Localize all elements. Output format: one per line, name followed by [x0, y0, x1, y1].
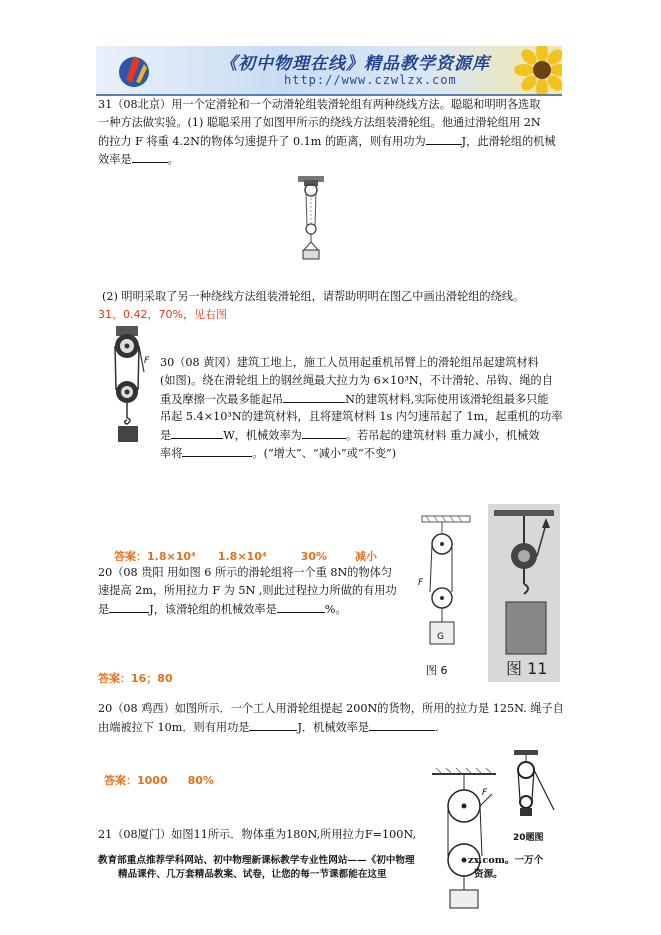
q30-answer-1: 1.8×10⁴: [147, 550, 196, 563]
crane-pulley-figure: [108, 324, 152, 444]
q31-part2: (2) 明明采取了另一种绕线方法组装滑轮组，请帮助明明在图乙中画出滑轮组的绕线。: [102, 290, 525, 303]
figure-6-caption: 图 6: [426, 664, 448, 677]
q20b-force-label: F: [482, 788, 488, 798]
q20a-answer: 答案：16；80: [98, 672, 173, 685]
q20b-answer: [104, 772, 214, 788]
figure-6-force-label: F: [418, 578, 424, 588]
q30-answer: [114, 548, 377, 564]
figure-6-pulley: [416, 512, 476, 677]
q20b-blank-useful-work: [249, 718, 297, 731]
q20b-line2-text-c: .: [435, 721, 439, 734]
header-banner: [96, 46, 562, 96]
footer-line1: [98, 854, 415, 868]
q30-line3: [160, 390, 549, 409]
q30-line6: [160, 444, 396, 463]
q20b-pulley-figure: [428, 768, 500, 916]
q30-line5: [160, 426, 540, 445]
q31-line4: [98, 150, 179, 169]
q30-line4: 吊起 5.4×10³N的建筑材料，且将建筑材料 1s 内匀速吊起了 1m，起重机的功率: [160, 410, 563, 423]
sunflower-icon: [502, 46, 562, 96]
q31-line4-text-a: 效率是: [98, 153, 132, 166]
q20b-line2-text-b: J．机械效率是: [297, 721, 370, 734]
pulley-figure-a: [296, 174, 330, 262]
q31-line4-text-b: 。: [167, 153, 179, 166]
footer-line1-text-a: 教育部重点推荐学科网站、初中物理新课标教学专业性网站——《初中物理: [98, 855, 415, 866]
q31-line3-text-a: 的拉力 F 将重 4.2N的物体匀速提升了 0.1m 的距离，则有用功为: [98, 135, 426, 148]
site-logo-icon: [114, 50, 154, 90]
q20b-blank-efficiency: [369, 718, 435, 731]
q20a-line3-text-b: J，该滑轮组的机械效率是: [149, 603, 277, 616]
q30-line5-text-b: W，机械效率为: [223, 429, 302, 442]
q21-line1: 21（08厦门）如图11所示．物体重为180N,所用拉力F=100N,: [98, 828, 416, 841]
figure-11-photo: [488, 504, 560, 682]
footer-line2-tail: [474, 868, 503, 882]
q20b-answer-1: 1000: [137, 774, 168, 787]
figure-6-weight-label: G: [437, 632, 444, 642]
q30-line3-text-a: 重及摩擦一次最多能起吊: [160, 393, 284, 406]
q20b-answer-label: 答案：: [104, 774, 137, 787]
footer-line2-text-a: 精品课件、几万套精品教案、试卷，让您的每一节课都能在这里: [118, 869, 387, 880]
q20a-line3-text-c: %。: [324, 603, 347, 616]
q30-line2: (如图)。绕在滑轮组上的钢丝绳最大拉力为 6×10³N，不计滑轮、吊钩、绳的自: [160, 374, 553, 387]
banner-url[interactable]: http://www.czwlzx.com: [284, 73, 457, 87]
q31-line3-text-b: J，此滑轮组的机械: [461, 135, 556, 148]
q20b-figure: [510, 748, 562, 828]
q20a-line3: [98, 600, 347, 619]
crane-force-label: F: [144, 356, 150, 366]
q30-line1: 30（08 黄冈）建筑工地上，施工人员用起重机吊臂上的滑轮组吊起建筑材料: [160, 356, 539, 369]
q30-blank-max-load: [283, 390, 345, 403]
q31-line3: [98, 132, 556, 151]
q30-blank-power: [171, 426, 223, 439]
q31-blank-useful-work: [426, 132, 462, 145]
q20a-blank-efficiency: [277, 600, 325, 613]
q30-blank-efficiency: [302, 426, 346, 439]
q31-line1: 31（08北京）用一个定滑轮和一个动滑轮组装滑轮组有两种绕线方法。聪聪和明明各选取: [98, 98, 541, 111]
q30-line3-text-b: N的建筑材料,实际使用该滑轮组最多只能: [345, 393, 549, 406]
q20b-line2-text-a: 由端被拉下 10m．则有用功是: [98, 721, 250, 734]
footer-line1-tail: [468, 854, 543, 868]
footer-line2-text-b: 资源。: [474, 869, 503, 880]
banner-title: 《初中物理在线》精品教学资源库: [220, 54, 490, 74]
q30-line6-text-b: 。(“增大”、“减小”或“不变”): [252, 447, 397, 460]
q30-line6-text-a: 率将: [160, 447, 183, 460]
q30-answer-label: 答案：: [114, 550, 147, 563]
q30-line5-text-c: 。若吊起的建筑材料 重力减小，机械效: [345, 429, 540, 442]
footer-line2: [118, 868, 387, 882]
q30-answer-3: 30%: [300, 550, 328, 563]
q20b-line1: 20（08 鸡西）如图所示．一个工人用滑轮组提起 200N的货物，所用的拉力是 125N. 绳子自: [98, 702, 564, 715]
q30-blank-change: [182, 444, 252, 457]
q30-line5-text-a: 是: [160, 429, 172, 442]
q30-answer-4: 减小: [355, 550, 378, 563]
q31-answer: 31、0.42，70%，见右图: [98, 308, 227, 321]
q20a-line1: 20（08 贵阳 用如图 6 所示的滑轮组将一个重 8N的物体匀: [98, 566, 393, 579]
q30-answer-2: 1.8×10⁴: [217, 550, 267, 563]
q31-line2: 一种方法做实验。(1) 聪聪采用了如图甲所示的绕线方法组装滑轮组。他通过滑轮组用 2N: [98, 116, 541, 129]
q20b-figure-caption: 20题图: [513, 833, 544, 843]
q20a-line3-text-a: 是: [98, 603, 110, 616]
q20b-answer-2: 80%: [187, 774, 214, 787]
footer-line1-text-b: zx.com。一万个: [468, 855, 544, 866]
figure-11-caption: 图 11: [506, 659, 548, 678]
q20a-blank-useful-work: [109, 600, 149, 613]
q20b-line2: [98, 718, 439, 737]
q20a-line2: 速提高 2m，所用拉力 F 为 5N ,则此过程拉力所做的有用功: [98, 584, 397, 597]
q31-blank-efficiency: [132, 150, 168, 163]
